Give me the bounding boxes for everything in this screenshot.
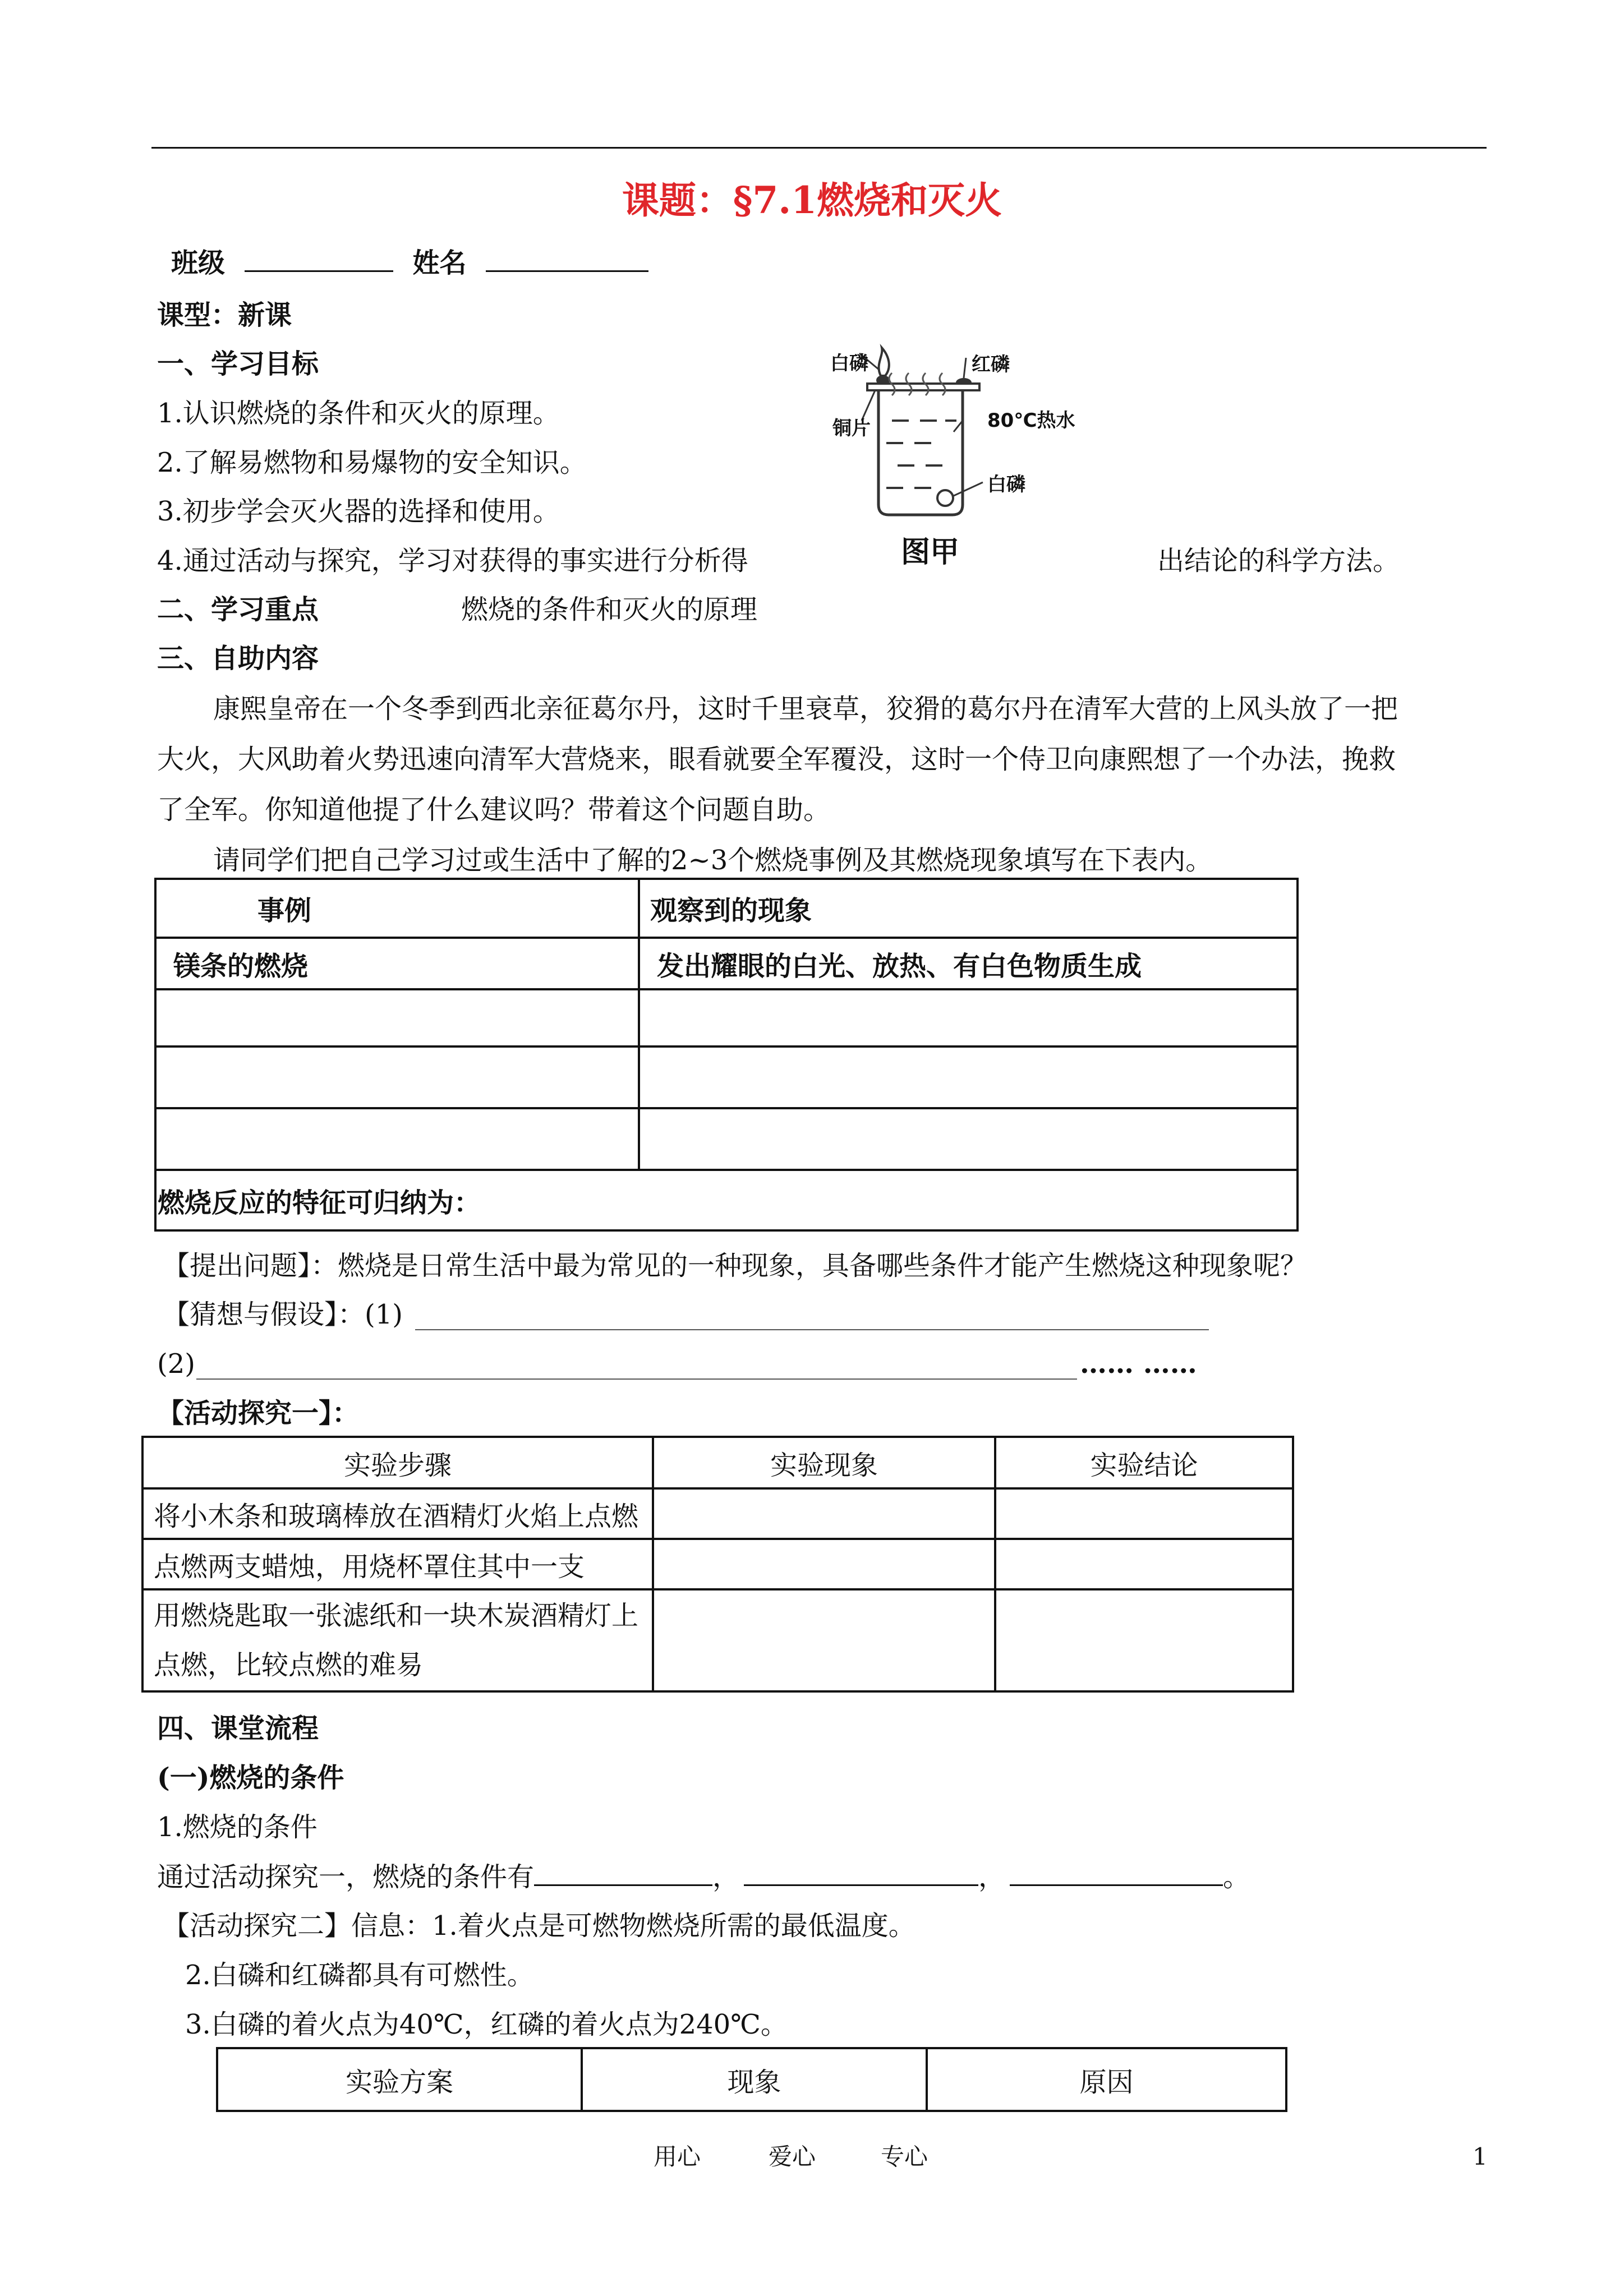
page-title: 课题：§7.1燃烧和灭火 [622,178,1002,222]
table-cell-empty[interactable] [995,1488,1293,1539]
table-cell-empty[interactable] [653,1488,995,1539]
figure-caption: 图甲 [901,536,960,569]
activity2-info: 3.白磷的着火点为40℃，红磷的着火点为240℃。 [185,2009,788,2040]
class-name-line [171,245,648,281]
table-footer: 燃烧反应的特征可归纳为： [155,1170,1298,1230]
hypothesis-blank-1[interactable] [415,1329,1209,1330]
table-cell-empty[interactable] [639,1046,1298,1108]
table-cell-empty[interactable] [639,989,1298,1046]
table-cell: 点燃两支蜡烛，用烧杯罩住其中一支 [142,1539,653,1589]
hypothesis-ellipsis: …… …… [1080,1348,1197,1380]
table-cell: 将小木条和玻璃棒放在酒精灯火焰上点燃 [142,1488,653,1539]
condition-blank-1[interactable] [534,1859,712,1886]
goal-item-tail: 出结论的科学方法。 [1157,545,1400,577]
goal-item: 1.认识燃烧的条件和灭火的原理。 [157,398,560,429]
story-line: 康熙皇帝在一个冬季到西北亲征葛尔丹，这时千里衰草，狡猾的葛尔丹在清军大营的上风头放了一把 [213,693,1398,725]
top-rule [151,147,1487,149]
activity2-intro: 【活动探究二】信息：1.着火点是可燃物燃烧所需的最低温度。 [163,1910,915,1942]
label-white-phosphorus: 白磷 [830,352,868,375]
hypothesis-blank-2[interactable] [196,1378,1077,1380]
condition-blank-2[interactable] [744,1859,978,1886]
condition-blank-3[interactable] [1010,1859,1223,1886]
conditions-line [157,1859,1250,1895]
goals-heading: 一、学习目标 [157,348,319,380]
footer-motto-3: 专心 [881,2143,928,2170]
table-header: 事例 [155,879,639,938]
page-number: 1 [1473,2143,1488,2170]
table-cell-line: 用燃烧匙取一张滤纸和一块木炭酒精灯上 [154,1600,639,1631]
table-cell: 发出耀眼的白光、放热、有白色物质生成 [639,938,1298,989]
activity2-info: 2.白磷和红磷都具有可燃性。 [185,1960,534,1991]
separator: ， [712,1861,740,1893]
focus-heading: 二、学习重点 [157,594,319,625]
goal-item: 4.通过活动与探究，学习对获得的事实进行分析得 [157,545,748,577]
table-header: 实验方案 [217,2048,582,2111]
focus-text: 燃烧的条件和灭火的原理 [461,594,758,625]
activity1-table [141,1436,1294,1693]
hypothesis-line2-prefix: (2) [157,1348,195,1380]
name-field[interactable] [486,245,648,272]
table-cell-empty[interactable] [995,1539,1293,1589]
process-item: 1.燃烧的条件 [157,1811,318,1843]
table-header: 现象 [582,2048,927,2111]
label-hot-water: 80℃热水 [987,409,1075,432]
lesson-type: 课型：新课 [157,299,292,331]
table-cell [142,1589,653,1691]
footer-motto-1: 用心 [654,2143,701,2170]
table-cell-empty[interactable] [155,1108,639,1170]
name-label: 姓名 [412,247,467,279]
separator: ， [978,1861,1006,1893]
goal-item: 2.了解易燃物和易爆物的安全知识。 [157,447,587,478]
table-header: 原因 [927,2048,1286,2111]
table-cell-empty[interactable] [155,989,639,1046]
story-line: 了全军。你知道他提了什么建议吗？带着这个问题自助。 [157,794,831,826]
table-cell-line: 点燃，比较点燃的难易 [154,1649,424,1681]
table-cell: 镁条的燃烧 [155,938,639,989]
self-study-heading: 三、自助内容 [157,643,319,674]
examples-table [154,878,1299,1232]
activity2-table [216,2047,1287,2112]
process-sub-heading: (一)燃烧的条件 [157,1762,344,1794]
process-heading: 四、课堂流程 [157,1713,319,1744]
label-red-phosphorus: 红磷 [972,353,1010,376]
experiment-figure [819,336,1088,583]
conditions-prefix: 通过活动探究一，燃烧的条件有 [157,1861,535,1893]
table-cell-empty[interactable] [653,1589,995,1691]
table-header: 实验步骤 [142,1437,653,1488]
table-header: 实验结论 [995,1437,1293,1488]
table-header: 观察到的现象 [639,879,1298,938]
period: 。 [1223,1861,1250,1893]
label-copper-sheet: 铜片 [832,417,871,440]
table-cell-empty[interactable] [995,1589,1293,1691]
table-header: 实验现象 [653,1437,995,1488]
goal-item: 3.初步学会灭火器的选择和使用。 [157,496,560,527]
story-line: 大火，大风助着火势迅速向清军大营烧来，眼看就要全军覆没，这时一个侍卫向康熙想了一个办法，挽救 [157,744,1396,775]
hypothesis-label: 【猜想与假设】：(1) [163,1299,403,1330]
activity1-heading: 【活动探究一】： [157,1398,360,1429]
table-cell-empty[interactable] [155,1046,639,1108]
class-field[interactable] [245,245,393,272]
table-cell-empty[interactable] [639,1108,1298,1170]
label-white-phosphorus-underwater: 白磷 [987,473,1025,496]
class-label: 班级 [171,247,226,279]
table-cell-empty[interactable] [653,1539,995,1589]
footer-motto-2: 爱心 [769,2143,816,2170]
instruction-text: 请同学们把自己学习过或生活中了解的2~3个燃烧事例及其燃烧现象填写在下表内。 [213,845,1213,876]
question-text: 【提出问题】：燃烧是日常生活中最为常见的一种现象，具备哪些条件才能产生燃烧这种现象呢？ [163,1250,1308,1281]
